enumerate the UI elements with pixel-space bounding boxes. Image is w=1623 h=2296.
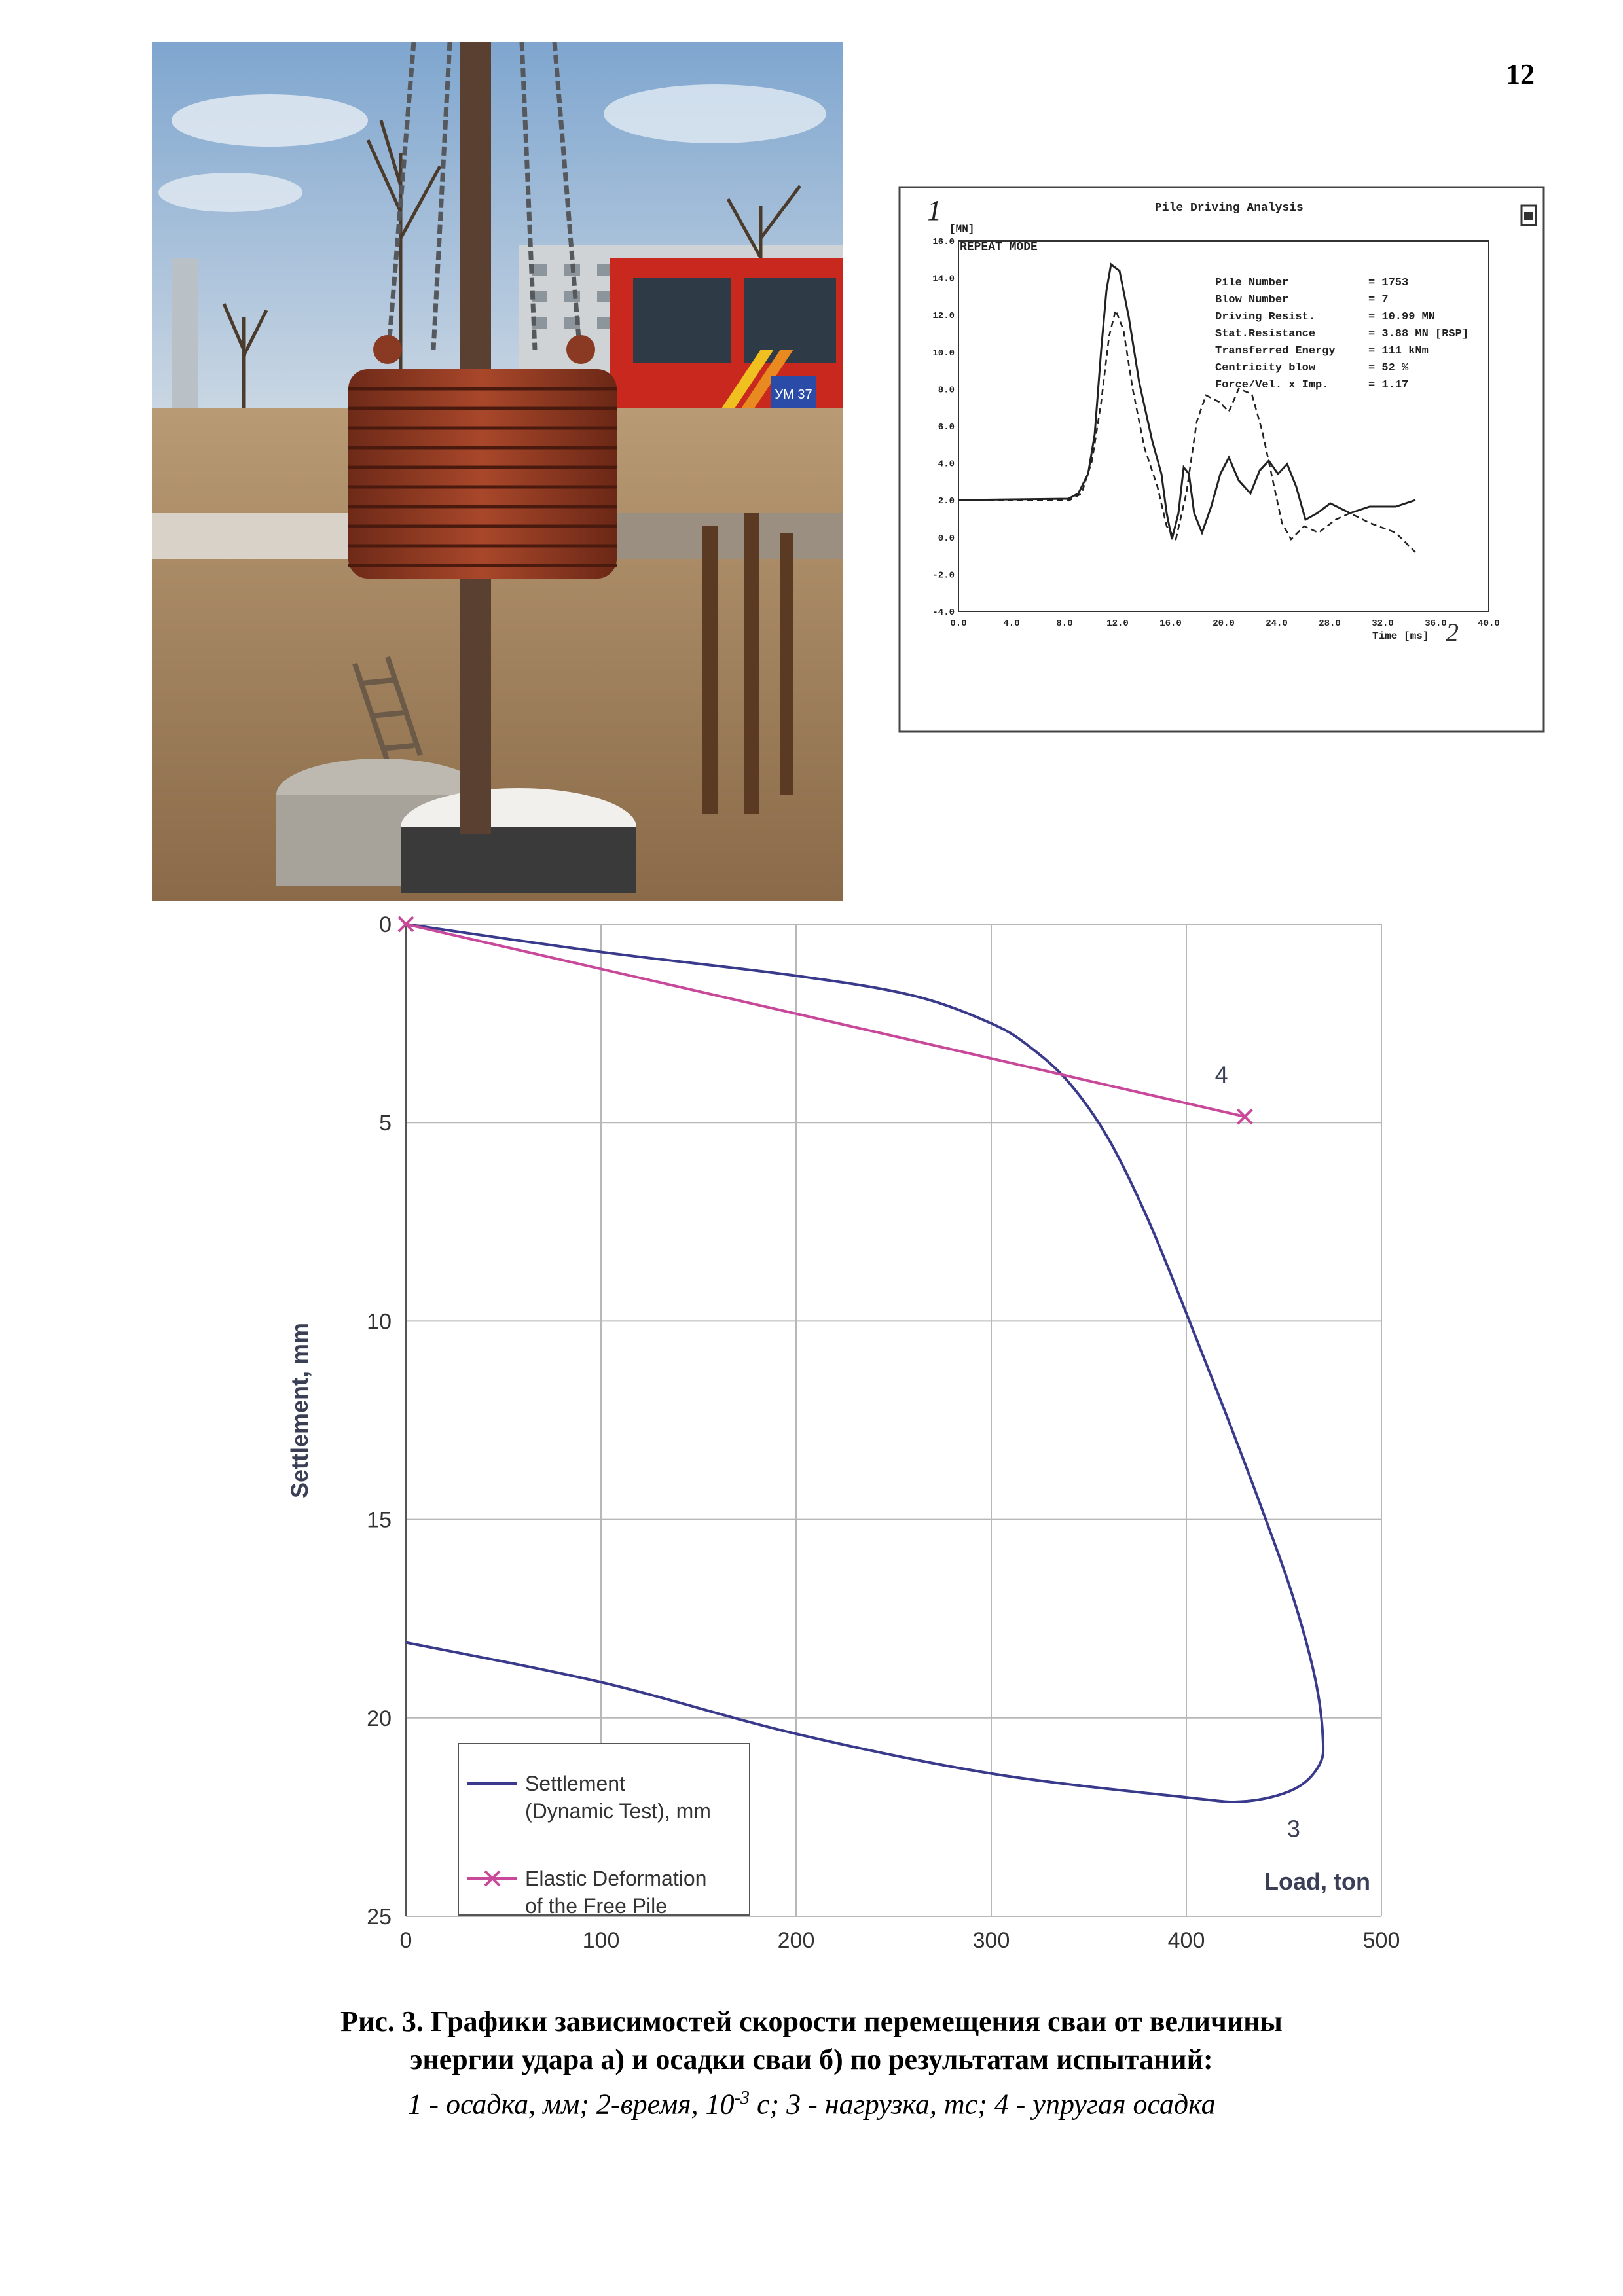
pda-param-label: Driving Resist. (1215, 311, 1316, 323)
pda-unit-label: [MN] (949, 223, 975, 235)
annotation-4: 4 (1214, 1061, 1228, 1088)
y-tick-label: 0 (379, 912, 392, 937)
page-number: 12 (1506, 58, 1535, 90)
y-axis-label: Settlement, mm (286, 1322, 313, 1499)
pda-y-tick-label: 10.0 (932, 348, 955, 359)
pda-y-tick-label: -4.0 (932, 607, 955, 618)
x-tick-label: 500 (1362, 1928, 1400, 1953)
caption-line-1: Рис. 3. Графики зависимостей скорости перемещения сваи от величины (340, 2005, 1283, 2037)
legend-label-settlement-line1: Settlement (525, 1772, 625, 1795)
pda-y-tick-label: -2.0 (932, 570, 955, 581)
settlement-chart (268, 897, 1434, 1983)
caption-legend-line (0, 2079, 1623, 2125)
pda-x-tick-label: 28.0 (1319, 619, 1341, 629)
legend-label-elastic-line1: Elastic Deformation (525, 1867, 707, 1890)
chart-legend (458, 1744, 750, 1918)
pda-param-label: Blow Number (1215, 294, 1289, 306)
x-axis-label: Load, ton (1264, 1868, 1370, 1895)
pda-param-label: Centricity blow (1215, 362, 1316, 374)
x-tick-label: 300 (972, 1928, 1010, 1953)
y-tick-label: 20 (367, 1706, 392, 1731)
y-tick-label: 25 (367, 1905, 392, 1929)
series-group (399, 917, 1323, 1802)
y-tick-label: 15 (367, 1507, 392, 1533)
pda-param-value: = 1.17 (1368, 379, 1409, 391)
pda-x-tick-label: 36.0 (1425, 619, 1447, 629)
caption-line-3-end: с; 3 - нагрузка, тс; 4 - упругая осадка (749, 2088, 1216, 2121)
legend-label-settlement-line2: (Dynamic Test), mm (525, 1799, 711, 1823)
caption-exponent: -3 (734, 2088, 750, 2108)
pda-x-tick-label: 40.0 (1478, 619, 1500, 629)
pda-x-tick-label: 24.0 (1266, 619, 1288, 629)
pda-param-label: Pile Number (1215, 277, 1289, 289)
pda-y-tick-label: 6.0 (938, 422, 955, 433)
pda-y-tick-label: 8.0 (938, 385, 955, 396)
pile-driving-analysis-panel (898, 186, 1545, 733)
pda-param-value: = 1753 (1368, 277, 1409, 289)
legend-label-elastic-line2: of the Free Pile (525, 1894, 667, 1918)
x-tick-label: 100 (582, 1928, 620, 1953)
pda-y-tick-label: 2.0 (938, 496, 955, 507)
pda-param-value: = 7 (1368, 294, 1389, 306)
pda-marker-2: 2 (1446, 618, 1459, 647)
pda-marker-1: 1 (927, 194, 941, 226)
pile-test-photo-illustration (152, 42, 843, 901)
pda-x-tick-label: 8.0 (1056, 619, 1073, 629)
pda-y-tick-label: 16.0 (932, 237, 955, 247)
pda-x-tick-label: 0.0 (950, 619, 967, 629)
x-tick-label: 0 (399, 1928, 412, 1953)
pda-param-value: = 52 % (1368, 362, 1409, 374)
x-tick-label: 400 (1167, 1928, 1205, 1953)
pda-x-tick-label: 32.0 (1372, 619, 1394, 629)
elastic-deformation-line (406, 924, 1245, 1117)
annotations (1215, 1062, 1300, 1842)
pda-param-label: Transferred Energy (1215, 345, 1336, 357)
pda-x-tick-label: 16.0 (1159, 619, 1182, 629)
pda-param-label: Force/Vel. x Imp. (1215, 379, 1329, 391)
y-tick-label: 5 (379, 1111, 392, 1136)
pile-test-photo (152, 42, 843, 901)
truck-plate: УМ 37 (775, 387, 812, 402)
pda-x-tick-label: 12.0 (1106, 619, 1129, 629)
caption-line-3-start: 1 - осадка, мм; 2-время, 10 (407, 2088, 735, 2121)
pda-y-tick-label: 4.0 (938, 459, 955, 470)
pda-param-label: Stat.Resistance (1215, 328, 1316, 340)
pda-param-value: = 10.99 MN (1368, 311, 1436, 323)
pda-x-tick-label: 4.0 (1003, 619, 1020, 629)
pda-title: Pile Driving Analysis (1155, 202, 1304, 215)
pda-y-tick-label: 14.0 (932, 274, 955, 285)
x-tick-labels (400, 1928, 1400, 1953)
pda-y-tick-label: 12.0 (932, 311, 955, 322)
pda-param-value: = 3.88 MN [RSP] (1368, 328, 1469, 340)
pile-driving-analysis-chart (898, 186, 1545, 733)
y-tick-label: 10 (367, 1309, 392, 1335)
x-tick-label: 200 (777, 1928, 815, 1953)
figure-caption (0, 2003, 1623, 2125)
pda-mode-label: REPEAT MODE (960, 241, 1038, 254)
y-tick-labels (367, 912, 392, 1929)
caption-line-2: энергии удара а) и осадки сваи б) по результатам испытаний: (410, 2043, 1213, 2075)
pda-y-tick-label: 0.0 (938, 533, 955, 544)
settlement-chart-panel (268, 897, 1434, 1983)
pda-x-tick-label: 20.0 (1213, 619, 1235, 629)
annotation-3: 3 (1286, 1815, 1300, 1842)
settlement-dynamic-test-line (406, 924, 1323, 1802)
pda-x-axis-label: Time [ms] (1372, 630, 1429, 642)
pda-param-value: = 111 kNm (1368, 345, 1429, 357)
